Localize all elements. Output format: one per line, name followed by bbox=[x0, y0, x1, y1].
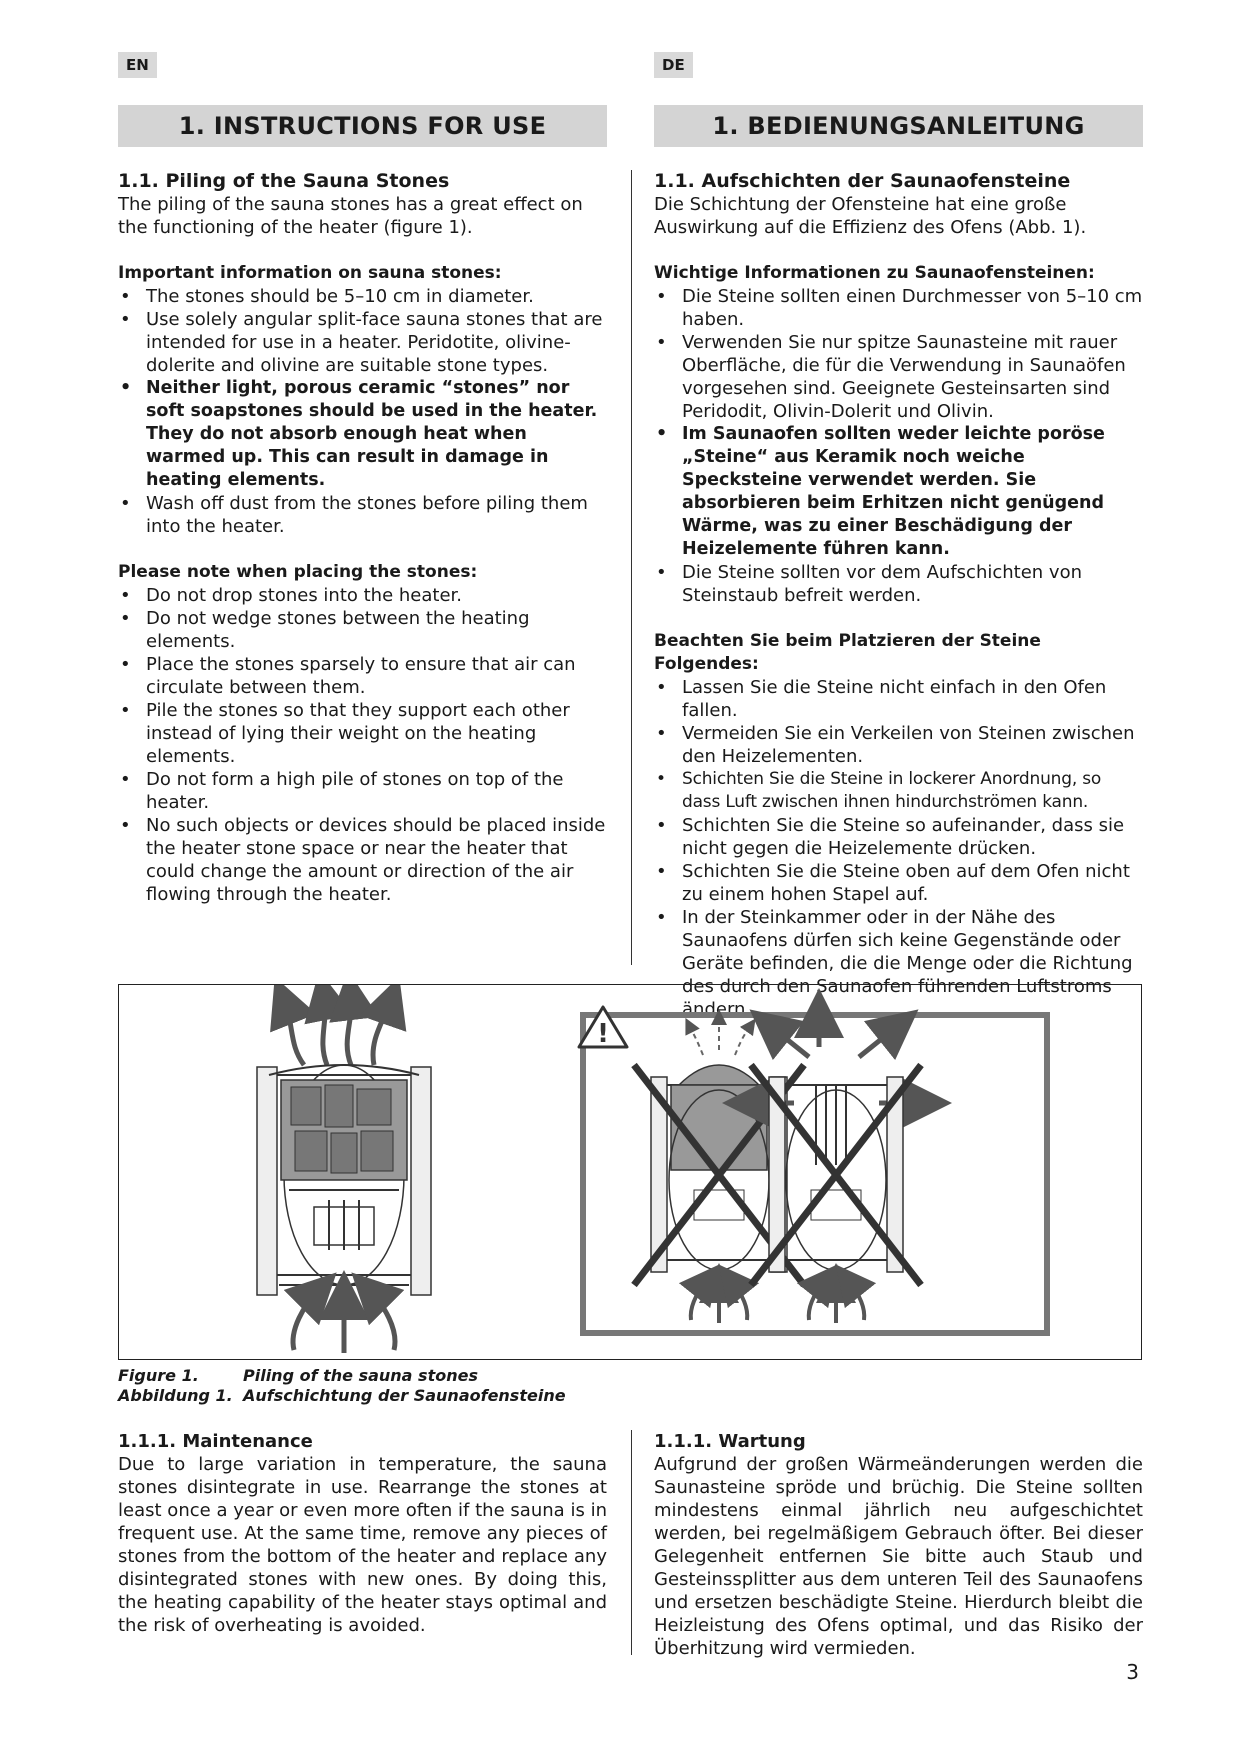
maintenance-section-de bbox=[654, 1430, 1143, 1660]
maintenance-text-en: Due to large variation in temperature, the sauna stones disintegrate in use. Rearrange the stones at least once a year or even more often if the sauna is in frequent use. At the same time, remove any pieces of stones from the bottom of the heater and replace any disintegrated stones with new ones. By doing this, the heating capability of the heater stays optimal and the risk of overheating is avoided. bbox=[118, 1454, 607, 1636]
page-number: 3 bbox=[1126, 1660, 1139, 1684]
maintenance-heading-en: 1.1.1. Maintenance bbox=[118, 1431, 313, 1452]
maintenance-heading-de: 1.1.1. Wartung bbox=[654, 1431, 806, 1452]
list-item: • The stones should be 5–10 cm in diameter. bbox=[118, 285, 607, 308]
figure-illustration bbox=[119, 985, 1141, 1359]
list-item: • Schichten Sie die Steine in lockerer Anordnung, so dass Luft zwischen ihnen hindurchströmen kann. bbox=[654, 768, 1143, 814]
list-item: • Lassen Sie die Steine nicht einfach in den Ofen fallen. bbox=[654, 676, 1143, 722]
list-item: • Die Steine sollten einen Durchmesser von 5–10 cm haben. bbox=[654, 285, 1143, 331]
placing-title-de: Beachten Sie beim Platzieren der Steine Folgendes: bbox=[654, 631, 1041, 674]
caption-text-de: Aufschichtung der Saunaofensteine bbox=[243, 1386, 566, 1405]
caption-number-de: Abbildung 1. bbox=[118, 1386, 233, 1405]
list-item: • No such objects or devices should be placed inside the heater stone space or near the heater that could change the amount or direction of the air flowing through the heater. bbox=[118, 814, 607, 906]
maintenance-section-en bbox=[118, 1430, 607, 1637]
intro-text-en: The piling of the sauna stones has a great effect on the functioning of the heater (figure 1). bbox=[118, 194, 583, 238]
piling-heading-de: 1.1. Aufschichten der Saunaofensteine bbox=[654, 170, 1071, 192]
piling-heading-en: 1.1. Piling of the Sauna Stones bbox=[118, 170, 450, 192]
list-item: • Im Saunaofen sollten weder leichte poröse „Steine“ aus Keramik noch weiche Specksteine verwendet werden. Sie absorbieren beim Erhitzen nicht genügend Wärme, was zu einer Beschädigung der Heizelemente führen kann. bbox=[654, 423, 1143, 561]
incorrect-heater-no-stones bbox=[747, 1013, 927, 1323]
caption-en bbox=[118, 1366, 566, 1386]
list-item: • Die Steine sollten vor dem Aufschichten von Steinstaub befreit werden. bbox=[654, 561, 1143, 607]
column-divider-bottom bbox=[631, 1430, 632, 1655]
maintenance-text-de: Aufgrund der großen Wärmeänderungen werden die Saunasteine spröde und brüchig. Die Steine sollten mindestens einmal jährlich neu aufgeschichtet werden, bei regelmäßigem Gebrauch öfter. Bei dieser Gelegenheit entfernen Sie bitte auch Staub und Gesteinssplitter aus dem unteren Teil des Saunaofens und ersetzen beschädigte Steine. Hierdurch bleibt die Heizleistung des Ofens optimal, und das Risiko der Überhitzung wird vermieden. bbox=[654, 1454, 1143, 1659]
section-title-de: 1. BEDIENUNGSANLEITUNG bbox=[654, 105, 1143, 147]
list-item: • Neither light, porous ceramic “stones” nor soft soapstones should be used in the heater. They do not absorb enough heat when warmed up. This can result in damage in heating elements. bbox=[118, 377, 607, 492]
important-list-de bbox=[654, 285, 1143, 607]
list-item: • Schichten Sie die Steine so aufeinander, dass sie nicht gegen die Heizelemente drücken. bbox=[654, 814, 1143, 860]
placing-title-en: Please note when placing the stones: bbox=[118, 562, 478, 582]
important-title-en: Important information on sauna stones: bbox=[118, 263, 502, 283]
list-item: • Vermeiden Sie ein Verkeilen von Steinen zwischen den Heizelementen. bbox=[654, 722, 1143, 768]
caption-text-en: Piling of the sauna stones bbox=[243, 1366, 478, 1385]
list-item: • Place the stones sparsely to ensure that air can circulate between them. bbox=[118, 653, 607, 699]
list-item: • Verwenden Sie nur spitze Saunasteine mit rauer Oberfläche, die für die Verwendung in Saunaöfen vorgesehen sind. Geeignete Gesteinsarten sind Peridodit, Olivin-Dolerit und Olivin. bbox=[654, 331, 1143, 423]
german-column bbox=[654, 170, 1143, 1021]
list-item: • Do not drop stones into the heater. bbox=[118, 584, 607, 607]
important-title-de: Wichtige Informationen zu Saunaofensteinen: bbox=[654, 263, 1095, 283]
list-item: • Do not form a high pile of stones on top of the heater. bbox=[118, 768, 607, 814]
english-column bbox=[118, 170, 607, 906]
list-item: • In der Steinkammer oder in der Nähe des Saunaofens dürfen sich keine Gegenstände oder Geräte befinden, die die Menge oder die Richtung des durch den Saunaofen führenden Luftstroms ändern. bbox=[654, 906, 1143, 1021]
list-item: • Pile the stones so that they support each other instead of lying their weight on the heating elements. bbox=[118, 699, 607, 768]
language-tag-de: DE bbox=[654, 52, 693, 78]
placing-list-en bbox=[118, 584, 607, 906]
caption-number-en: Figure 1. bbox=[118, 1366, 199, 1385]
list-item: • Schichten Sie die Steine oben auf dem Ofen nicht zu einem hohen Stapel auf. bbox=[654, 860, 1143, 906]
section-title-en: 1. INSTRUCTIONS FOR USE bbox=[118, 105, 607, 147]
language-tag-en: EN bbox=[118, 52, 157, 78]
intro-text-de: Die Schichtung der Ofensteine hat eine große Auswirkung auf die Effizienz des Ofens (Abb. 1). bbox=[654, 194, 1087, 238]
important-list-en bbox=[118, 285, 607, 538]
list-item: • Do not wedge stones between the heating elements. bbox=[118, 607, 607, 653]
list-item: • Wash off dust from the stones before piling them into the heater. bbox=[118, 492, 607, 538]
caption-de bbox=[118, 1386, 566, 1406]
placing-list-de bbox=[654, 676, 1143, 1021]
figure-1 bbox=[118, 984, 1142, 1360]
list-item: • Use solely angular split-face sauna stones that are intended for use in a heater. Peridotite, olivine-dolerite and olivine are suitable stone types. bbox=[118, 308, 607, 377]
figure-caption bbox=[118, 1366, 566, 1406]
correct-heater-drawing bbox=[257, 995, 431, 1353]
column-divider bbox=[631, 170, 632, 965]
warning-symbol: ! bbox=[597, 1019, 609, 1049]
